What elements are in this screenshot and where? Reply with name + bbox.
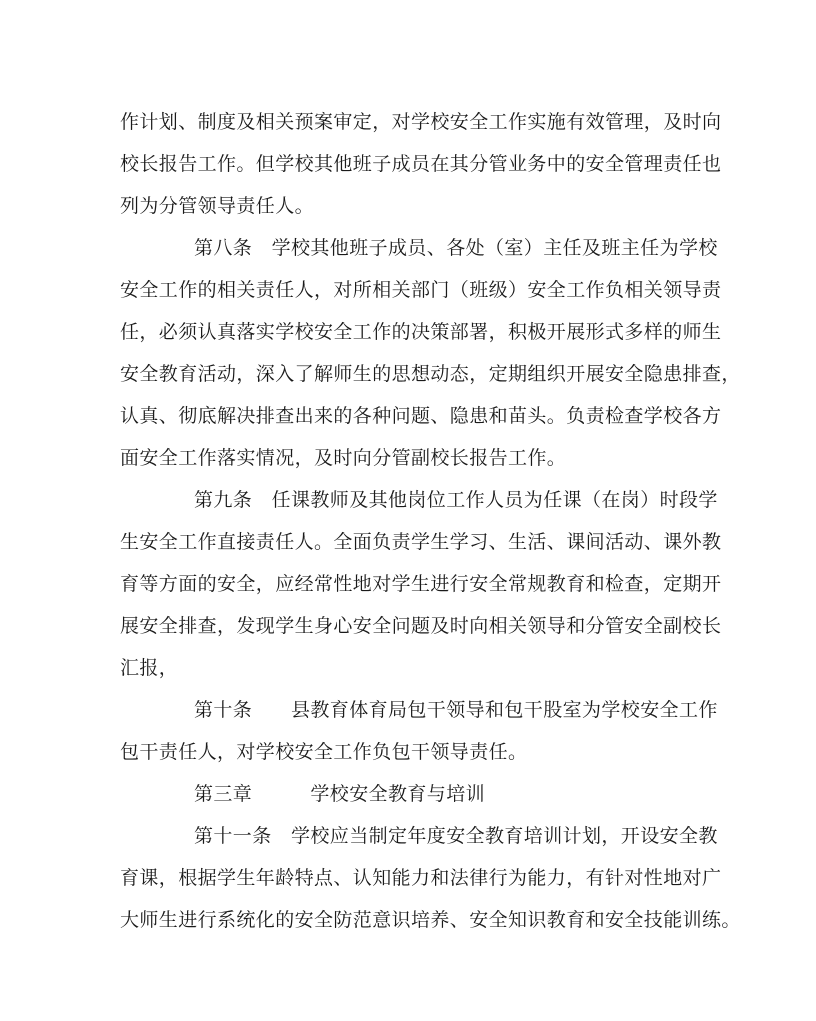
text-line: 面安全工作落实情况，及时向分管副校长报告工作。 [120, 447, 567, 469]
text-line: 汇报， [120, 657, 179, 679]
text-line: 安全教育活动，深入了解师生的思想动态，定期组织开展安全隐患排查， [120, 363, 741, 385]
text-line: 展安全排查，发现学生身心安全问题及时向相关领导和分管安全副校长 [120, 615, 722, 637]
article-10-heading-line: 第十条 县教育体育局包干领导和包干股室为学校安全工作 [194, 699, 718, 721]
text-line: 大师生进行系统化的安全防范意识培养、安全知识教育和安全技能训练。 [120, 909, 741, 931]
text-line: 作计划、制度及相关预案审定，对学校安全工作实施有效管理，及时向 [120, 111, 722, 133]
text-line: 校长报告工作。但学校其他班子成员在其分管业务中的安全管理责任也 [120, 153, 722, 175]
chapter-3-heading: 第三章 学校安全教育与培训 [194, 783, 486, 805]
text-line: 列为分管领导责任人。 [120, 195, 315, 217]
text-line: 认真、彻底解决排查出来的各种问题、隐患和苗头。负责检查学校各方 [120, 405, 722, 427]
text-line: 包干责任人，对学校安全工作负包干领导责任。 [120, 741, 528, 763]
text-line: 育等方面的安全，应经常性地对学生进行安全常规教育和检查，定期开 [120, 573, 722, 595]
text-line: 任，必须认真落实学校安全工作的决策部署，积极开展形式多样的师生 [120, 321, 722, 343]
text-line: 生安全工作直接责任人。全面负责学生学习、生活、课间活动、课外教 [120, 531, 722, 553]
text-line: 育课，根据学生年龄特点、认知能力和法律行为能力，有针对性地对广 [120, 867, 722, 889]
text-line: 安全工作的相关责任人，对所相关部门（班级）安全工作负相关领导责 [120, 279, 722, 301]
article-8-heading-line: 第八条 学校其他班子成员、各处（室）主任及班主任为学校 [194, 237, 718, 259]
article-9-heading-line: 第九条 任课教师及其他岗位工作人员为任课（在岗）时段学 [194, 489, 718, 511]
article-11-heading-line: 第十一条 学校应当制定年度安全教育培训计划，开设安全教 [194, 825, 718, 847]
